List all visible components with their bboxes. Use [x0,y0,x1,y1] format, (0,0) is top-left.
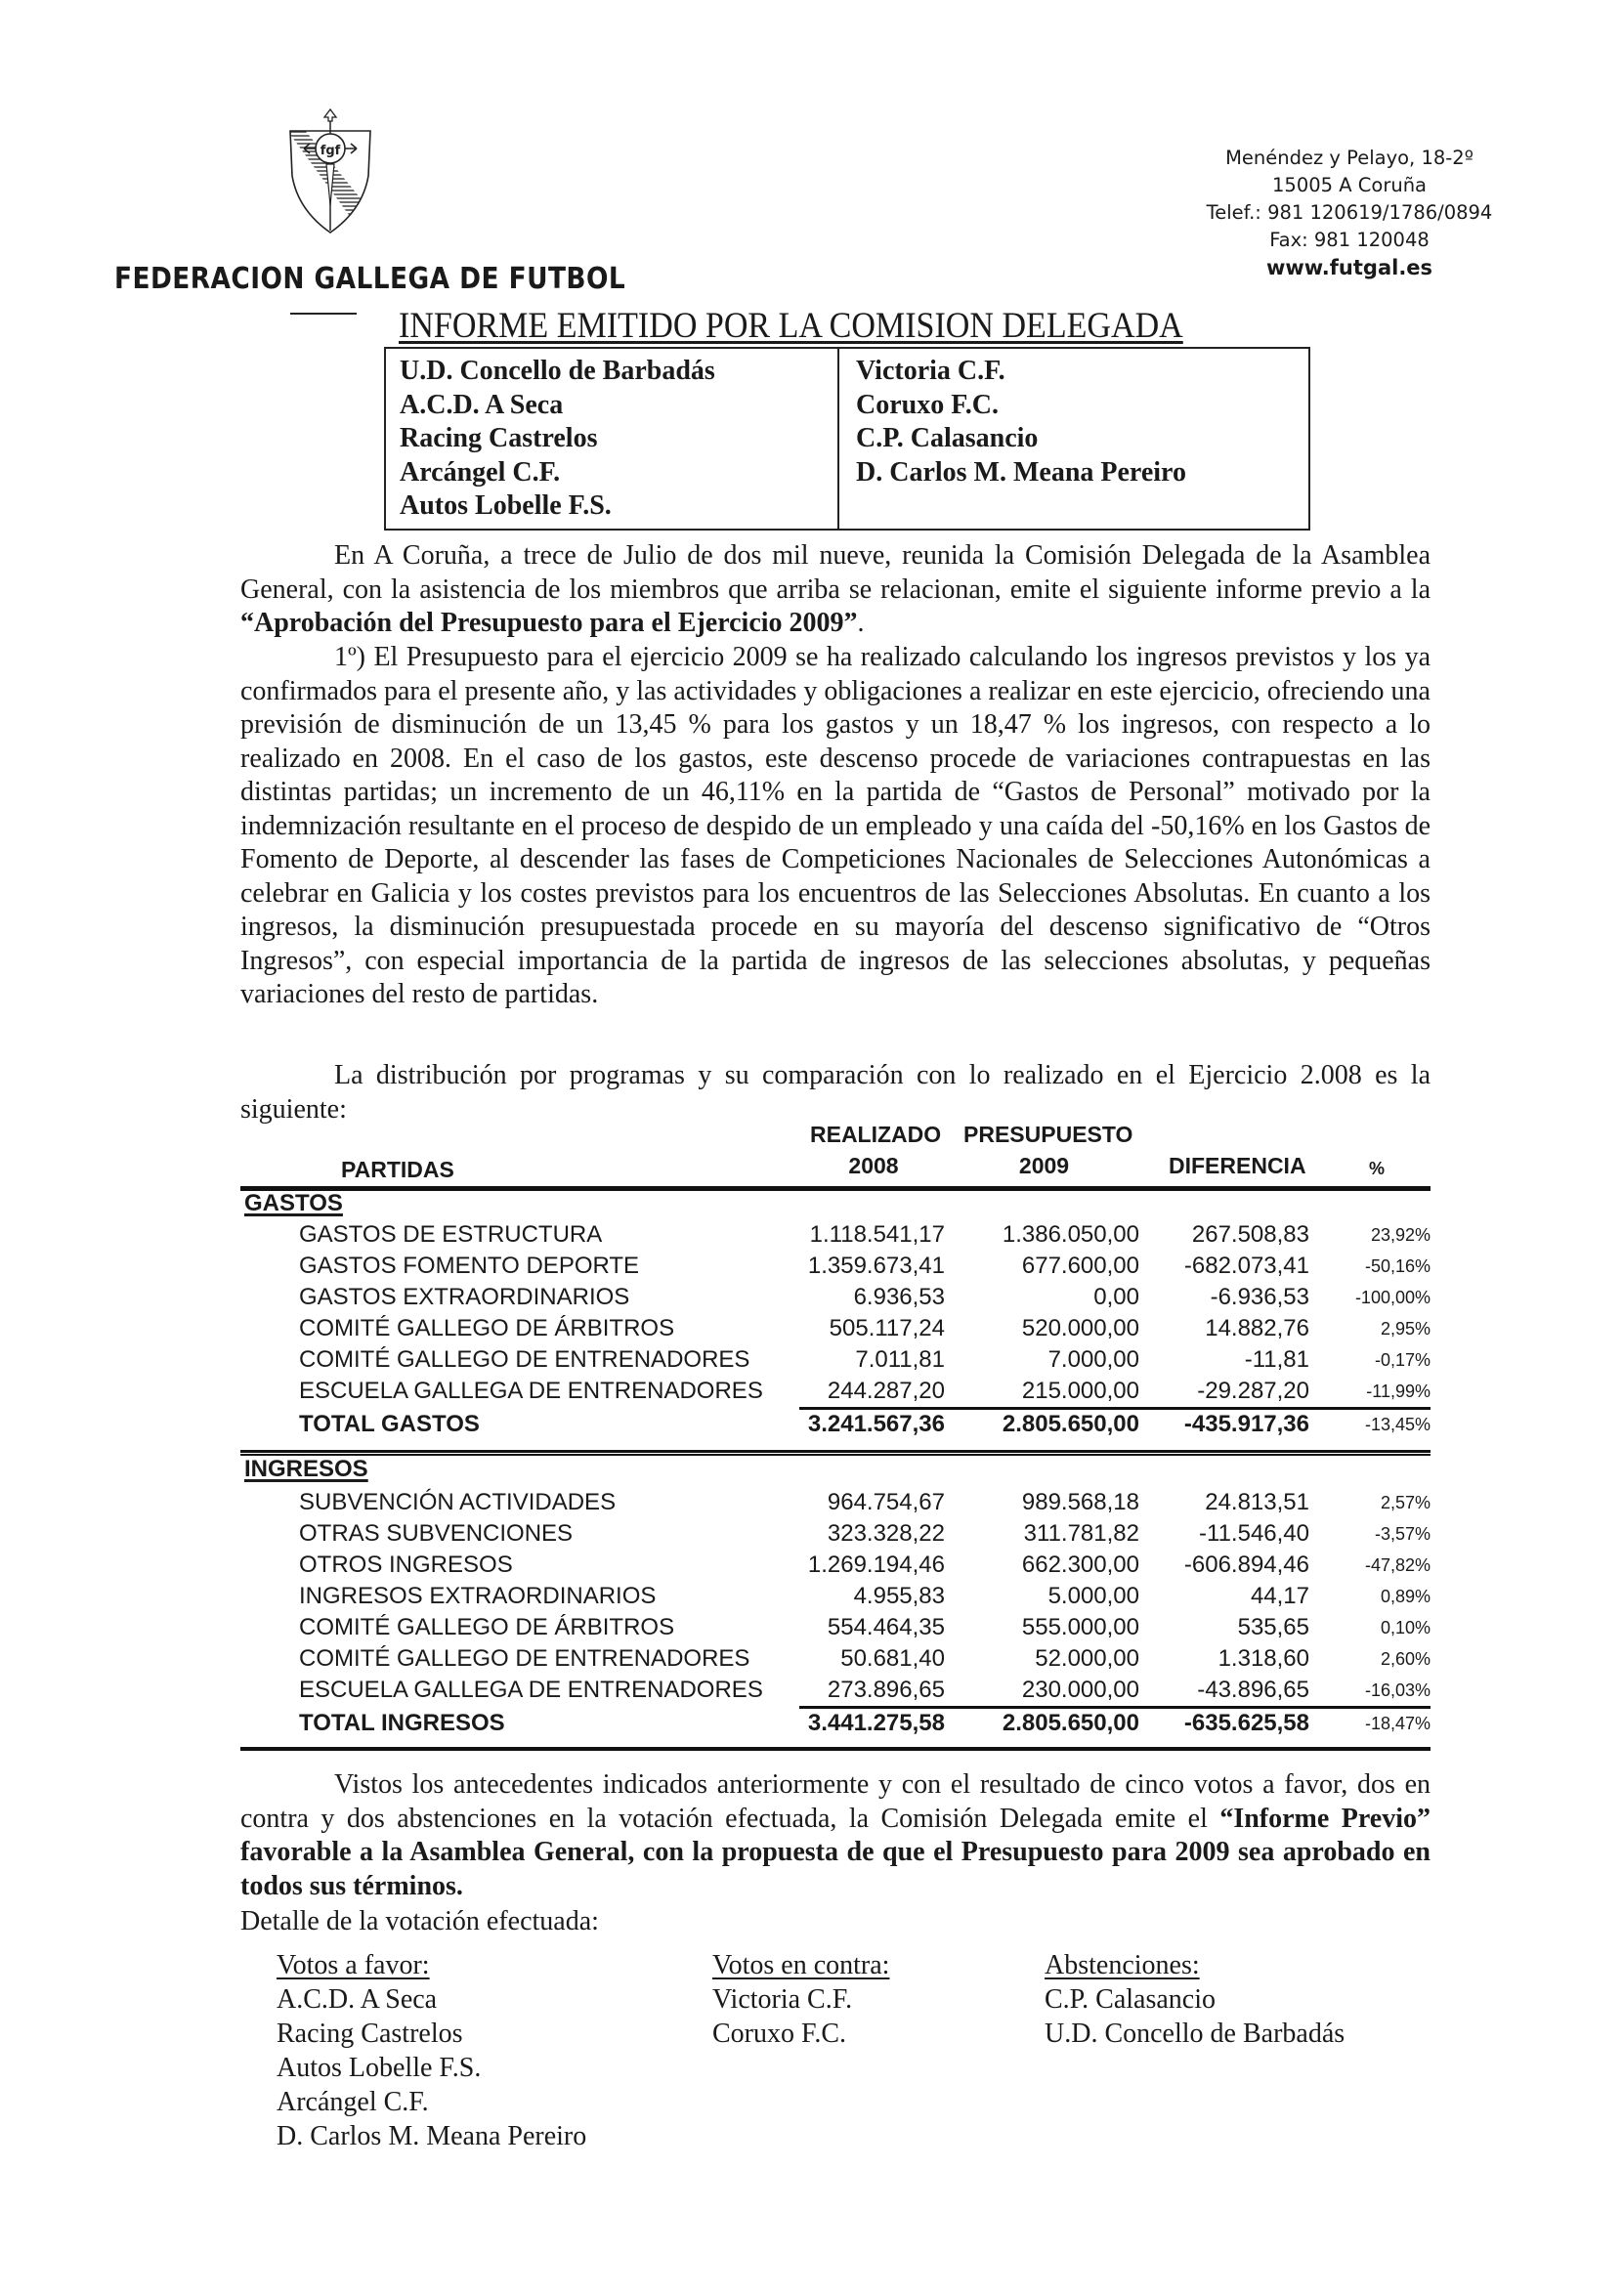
svg-text:fgf: fgf [320,144,341,158]
total-row-gastos: TOTAL GASTOS 3.241.567,36 2.805.650,00 -435.917,36 -13,45% [299,1411,1431,1437]
org-name: FEDERACION GALLEGA DE FUTBOL [114,262,626,296]
section-gastos: GASTOS [244,1190,343,1216]
member-item: U.D. Concello de Barbadás [400,356,715,386]
table-row: GASTOS DE ESTRUCTURA 1.118.541,17 1.386.050,00 267.508,83 23,92% [299,1221,1431,1248]
vote-item: Racing Castrelos [277,2019,463,2049]
table-row: COMITÉ GALLEGO DE ÁRBITROS 505.117,24 520.000,00 14.882,76 2,95% [299,1315,1431,1341]
member-item: Arcángel C.F. [400,456,561,488]
header-presupuesto-year: 2009 [1018,1153,1070,1178]
vote-detail-heading: Detalle de la votación efectuada: [240,1906,599,1936]
header-percent: % [1369,1159,1386,1178]
vote-item: Arcángel C.F. [277,2087,429,2117]
total-row-ingresos: TOTAL INGRESOS 3.441.275,58 2.805.650,00 -635.625,58 -18,47% [299,1710,1431,1736]
members-box [384,347,1310,531]
member-item: D. Carlos M. Meana Pereiro [856,456,1186,488]
distribution-intro-paragraph: La distribución por programas y su comparación con lo realizado en el Ejercicio 2.008 es la siguiente: [240,1060,1431,1125]
member-item: C.P. Calasancio [856,423,1039,453]
votes-contra-column [712,1948,889,2051]
intro-bold-phrase: “Aprobación del Presupuesto para el Ejercicio 2009” [240,608,858,638]
contact-fax: Fax: 981 120048 [1269,229,1430,251]
section-ingresos: INGRESOS [244,1456,368,1482]
vote-item: Coruxo F.C. [712,2019,847,2049]
vote-item: D. Carlos M. Meana Pereiro [277,2121,587,2151]
member-item: Coruxo F.C. [856,389,999,420]
header-realizado: REALIZADO [810,1122,942,1147]
votes-abstention-column [1045,1948,1345,2051]
votes-favor-column [277,1948,586,2153]
conclusion-paragraph: Vistos los antecedentes indicados anteriormente y con el resultado de cinco votos a favor, dos en contra y dos abstenciones en la votación efectuada, la Comisión Delegada emite el “Informe Previo” favorable a la Asamblea General, con la propuesta de que el Presupuesto para 2009 sea aprobado en todos sus términos. [240,1769,1431,1901]
contact-city: 15005 A Coruña [1272,174,1427,196]
vote-item: Victoria C.F. [712,1984,853,2015]
intro-paragraph: En A Coruña, a trece de Julio de dos mil nueve, reunida la Comisión Delegada de la Asamblea General, con la asistencia de los miembros que arriba se relacionan, emite el siguiente informe previo a la “Aprobación del Presupuesto para el Ejercicio 2009”. [240,540,1431,638]
contact-block [1174,145,1525,281]
org-name-divider [290,313,357,315]
document-title: INFORME EMITIDO POR LA COMISION DELEGADA [399,306,1183,346]
subtotal-rule [799,1706,1431,1709]
header-partidas: PARTIDAS [341,1157,454,1182]
vote-item: U.D. Concello de Barbadás [1045,2019,1345,2049]
votes-contra-heading: Votos en contra: [712,1950,890,1980]
votes-abstention-heading: Abstenciones: [1045,1950,1200,1980]
table-row: COMITÉ GALLEGO DE ENTRENADORES 50.681,40 52.000,00 1.318,60 2,60% [299,1645,1431,1672]
header-diferencia: DIFERENCIA [1169,1153,1306,1178]
vote-item: Autos Lobelle F.S. [277,2053,482,2083]
member-item: Racing Castrelos [400,423,598,453]
conclusion-bold-phrase: “Informe Previo” favorable a la Asamblea General, con la propuesta de que el Presupuesto para 2009 sea aprobado en todos sus términos. [240,1803,1431,1901]
header-rule [240,1186,1431,1191]
fgf-shield-crest-icon [286,107,374,234]
table-row: SUBVENCIÓN ACTIVIDADES 964.754,67 989.568,18 24.813,51 2,57% [299,1489,1431,1515]
table-bottom-rule [240,1747,1431,1751]
member-item: Autos Lobelle F.S. [400,490,612,521]
members-right-column [839,349,1186,529]
table-row: INGRESOS EXTRAORDINARIOS 4.955,83 5.000,00 44,17 0,89% [299,1583,1431,1609]
header-presupuesto: PRESUPUESTO [963,1122,1133,1147]
table-row: COMITÉ GALLEGO DE ENTRENADORES 7.011,81 7.000,00 -11,81 -0,17% [299,1346,1431,1373]
member-item: Victoria C.F. [856,356,1005,386]
member-item: A.C.D. A Seca [400,389,564,420]
header-realizado-year: 2008 [848,1153,899,1178]
members-left-column [386,349,839,529]
table-row: COMITÉ GALLEGO DE ÁRBITROS 554.464,35 555.000,00 535,65 0,10% [299,1614,1431,1640]
votes-favor-heading: Votos a favor: [277,1950,430,1980]
contact-phone: Telef.: 981 120619/1786/0894 [1206,201,1493,224]
table-row: OTRAS SUBVENCIONES 323.328,22 311.781,82 -11.546,40 -3,57% [299,1520,1431,1547]
table-row: ESCUELA GALLEGA DE ENTRENADORES 273.896,65 230.000,00 -43.896,65 -16,03% [299,1677,1431,1703]
vote-item: A.C.D. A Seca [277,1984,438,2015]
subtotal-rule [799,1407,1431,1410]
table-row: GASTOS EXTRAORDINARIOS 6.936,53 0,00 -6.936,53 -100,00% [299,1284,1431,1310]
section-rule [240,1450,1431,1456]
contact-website-link[interactable]: www.futgal.es [1265,256,1433,279]
table-row: GASTOS FOMENTO DEPORTE 1.359.673,41 677.600,00 -682.073,41 -50,16% [299,1253,1431,1279]
table-row: ESCUELA GALLEGA DE ENTRENADORES 244.287,20 215.000,00 -29.287,20 -11,99% [299,1378,1431,1404]
table-row: OTROS INGRESOS 1.269.194,46 662.300,00 -606.894,46 -47,82% [299,1552,1431,1578]
vote-item: C.P. Calasancio [1045,1984,1216,2015]
contact-address: Menéndez y Pelayo, 18-2º [1225,147,1474,169]
budget-explanation-paragraph: 1º) El Presupuesto para el ejercicio 2009 se ha realizado calculando los ingresos previstos y los ya confirmados para el presente año, y las actividades y obligaciones a realizar en este ejercicio, ofreciendo una previsión de disminución de un 13,45 % para los gastos y un 18,47 % los ingresos, con respecto a lo realizado en 2008. En el caso de los gastos, este descenso procede de variaciones contrapuestas en las distintas partidas; un incremento de un 46,11% en la partida de “Gastos de Personal” motivado por la indemnización resultante en el proceso de despido de un empleado y una caída del -50,16% en los Gastos de Fomento de Deporte, al descender las fases de Competiciones Nacionales de Selecciones Autonómicas a celebrar en Galicia y los costes previstos para los encuentros de las Selecciones Absolutas. En cuanto a los ingresos, la disminución presupuestada procede en su mayoría del descenso significativo de “Otros Ingresos”, con especial importancia de la partida de ingresos de las selecciones absolutas, y pequeñas variaciones del resto de partidas. [240,642,1431,1009]
